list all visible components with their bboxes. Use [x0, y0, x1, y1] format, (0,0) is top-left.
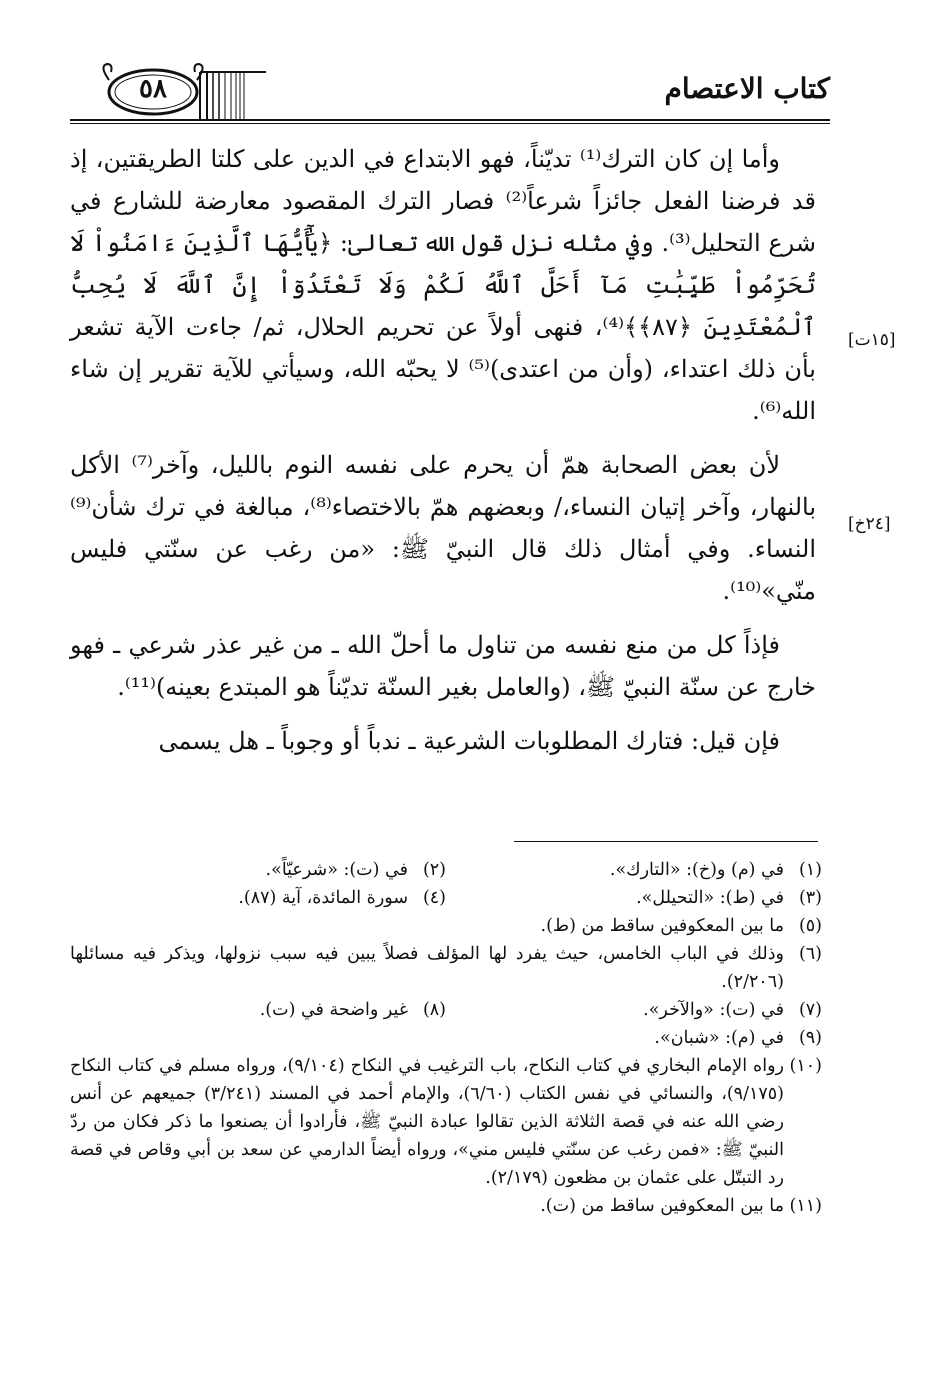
page-number: ٥٨ — [139, 74, 167, 104]
footnote-number: (٩) — [798, 1028, 822, 1048]
footnote-text: في (م): «شبان». — [654, 1028, 784, 1048]
footnote-text: في (ت): «شرعيّاً». — [265, 860, 408, 880]
footnote — [70, 940, 822, 996]
paragraph: فإذاً كل من منع نفسه من تناول ما أحلّ الله ـ من غير عذر شرعي ـ فهو خارج عن سنّة النبيّ ﷺ، (والعامل بغير السنّة تديّناً هو المبتدع بعينه)⁽¹¹⁾. — [70, 631, 816, 701]
margin-note-t15: [١٥ت] — [848, 330, 896, 350]
footnote-text: سورة المائدة، آية (٨٧). — [238, 888, 408, 908]
footnote-number: (٥) — [798, 916, 822, 936]
footnote-number: (٨) — [422, 1000, 446, 1020]
footnote-text: غير واضحة في (ت). — [259, 1000, 408, 1020]
footnote-number: (١) — [798, 860, 822, 880]
footnote — [70, 1052, 822, 1192]
book-title: كتاب الاعتصام — [664, 72, 830, 105]
footnote-number: (٤) — [422, 888, 446, 908]
footnote — [70, 856, 446, 884]
page-number-ornament — [70, 62, 266, 116]
footnote — [70, 996, 446, 1024]
footnote — [446, 884, 822, 912]
footnote-text: في (م) و(خ): «التارك». — [609, 860, 784, 880]
footnote-text: رواه الإمام البخاري في كتاب النكاح، باب الترغيب في النكاح (٩/١٠٤)، ورواه مسلم في كتاب النكاح (٩/١٧٥)، والنسائي في نفس الكتاب (٦/٦٠)، والإمام أحمد في المسند (٣/٢٤١) جميعهم عن أنس رضي الله عنه في قصة الثلاثة الذين تقالوا عبادة النبيّ ﷺ، فأرادوا أن يصنعوا ما ذكر فكان من ردّ النبيّ ﷺ: «فمن رغب عن سنّتي فليس مني»، ورواه أيضاً الدارمي عن سعد بن أبي وقاص في قصة رد التبتّل على عثمان بن مظعون (٢/١٧٩). — [70, 1056, 784, 1188]
footnote-number: (٦) — [798, 944, 822, 964]
footnote-number: (٢) — [422, 860, 446, 880]
footnote-text: في (ط): «التحيلل». — [636, 888, 784, 908]
footnote-text: وذلك في الباب الخامس، حيث يفرد لها المؤلف فصلاً يبين فيه سبب نزولها، ويذكر فيه مسائلها (٢/٢٠٦). — [70, 944, 784, 992]
main-text — [70, 138, 816, 770]
header-rule-thin — [70, 123, 830, 124]
footnote — [446, 856, 822, 884]
footnote — [446, 996, 822, 1024]
footnote-number: (١٠) — [789, 1056, 822, 1076]
footnotes — [70, 856, 822, 1220]
footnote-number: (٣) — [798, 888, 822, 908]
paragraph: فإن قيل: فتارك المطلوبات الشرعية ـ ندباً أو وجوباً ـ هل يسمى — [158, 727, 780, 755]
footnote-text: في (ت): «والآخر». — [643, 1000, 784, 1020]
footnote — [70, 1024, 822, 1052]
header-rule — [70, 119, 830, 121]
footnote — [70, 1192, 822, 1220]
footnote-text: ما بين المعكوفين ساقط من (ت). — [540, 1196, 784, 1216]
footnote — [70, 912, 822, 940]
paragraph: وأما إن كان الترك⁽¹⁾ تديّناً، فهو الابتداع في الدين على كلتا الطريقتين، إذ قد فرضنا الفعل جائزاً شرعاً⁽²⁾ فصار الترك المقصود معارضة للشارع في شرع التحليل⁽³⁾. وفي مثله نزل قول الله تعالىٰ: ﴿يَٰٓأَيُّهَا ٱلَّذِينَ ءَامَنُواْ لَا تُحَرِّمُواْ طَيِّبَٰتِ مَآ أَحَلَّ ٱللَّهُ لَكُمْ وَلَا تَعْتَدُوٓاْ إِنَّ ٱللَّهَ لَا يُحِبُّ ٱلْمُعْتَدِينَ ﴿٨٧﴾﴾⁽⁴⁾، فنهى أولاً عن تحريم الحلال، ثم/ جاءت الآية تشعر بأن ذلك اعتداء، (وأن من اعتدى)⁽⁵⁾ لا يحبّه الله، وسيأتي للآية تقرير إن شاء الله⁽⁶⁾. — [70, 145, 816, 425]
margin-note-kh24: [٢٤خ] — [848, 514, 891, 534]
paragraph: لأن بعض الصحابة همّ أن يحرم على نفسه النوم بالليل، وآخر⁽⁷⁾ الأكل بالنهار، وآخر إتيان النساء،/ وبعضهم همّ بالاختصاء⁽⁸⁾، مبالغة في ترك شأن⁽⁹⁾ النساء. وفي أمثال ذلك قال النبيّ ﷺ: «من رغب عن سنّتي فليس منّي»⁽¹⁰⁾. — [70, 451, 816, 605]
footnote-number: (١١) — [789, 1196, 822, 1216]
footnote-separator — [514, 841, 818, 842]
page-header — [70, 58, 830, 124]
footnote-text: ما بين المعكوفين ساقط من (ط). — [540, 916, 784, 936]
footnote — [70, 884, 446, 912]
footnote-number: (٧) — [798, 1000, 822, 1020]
